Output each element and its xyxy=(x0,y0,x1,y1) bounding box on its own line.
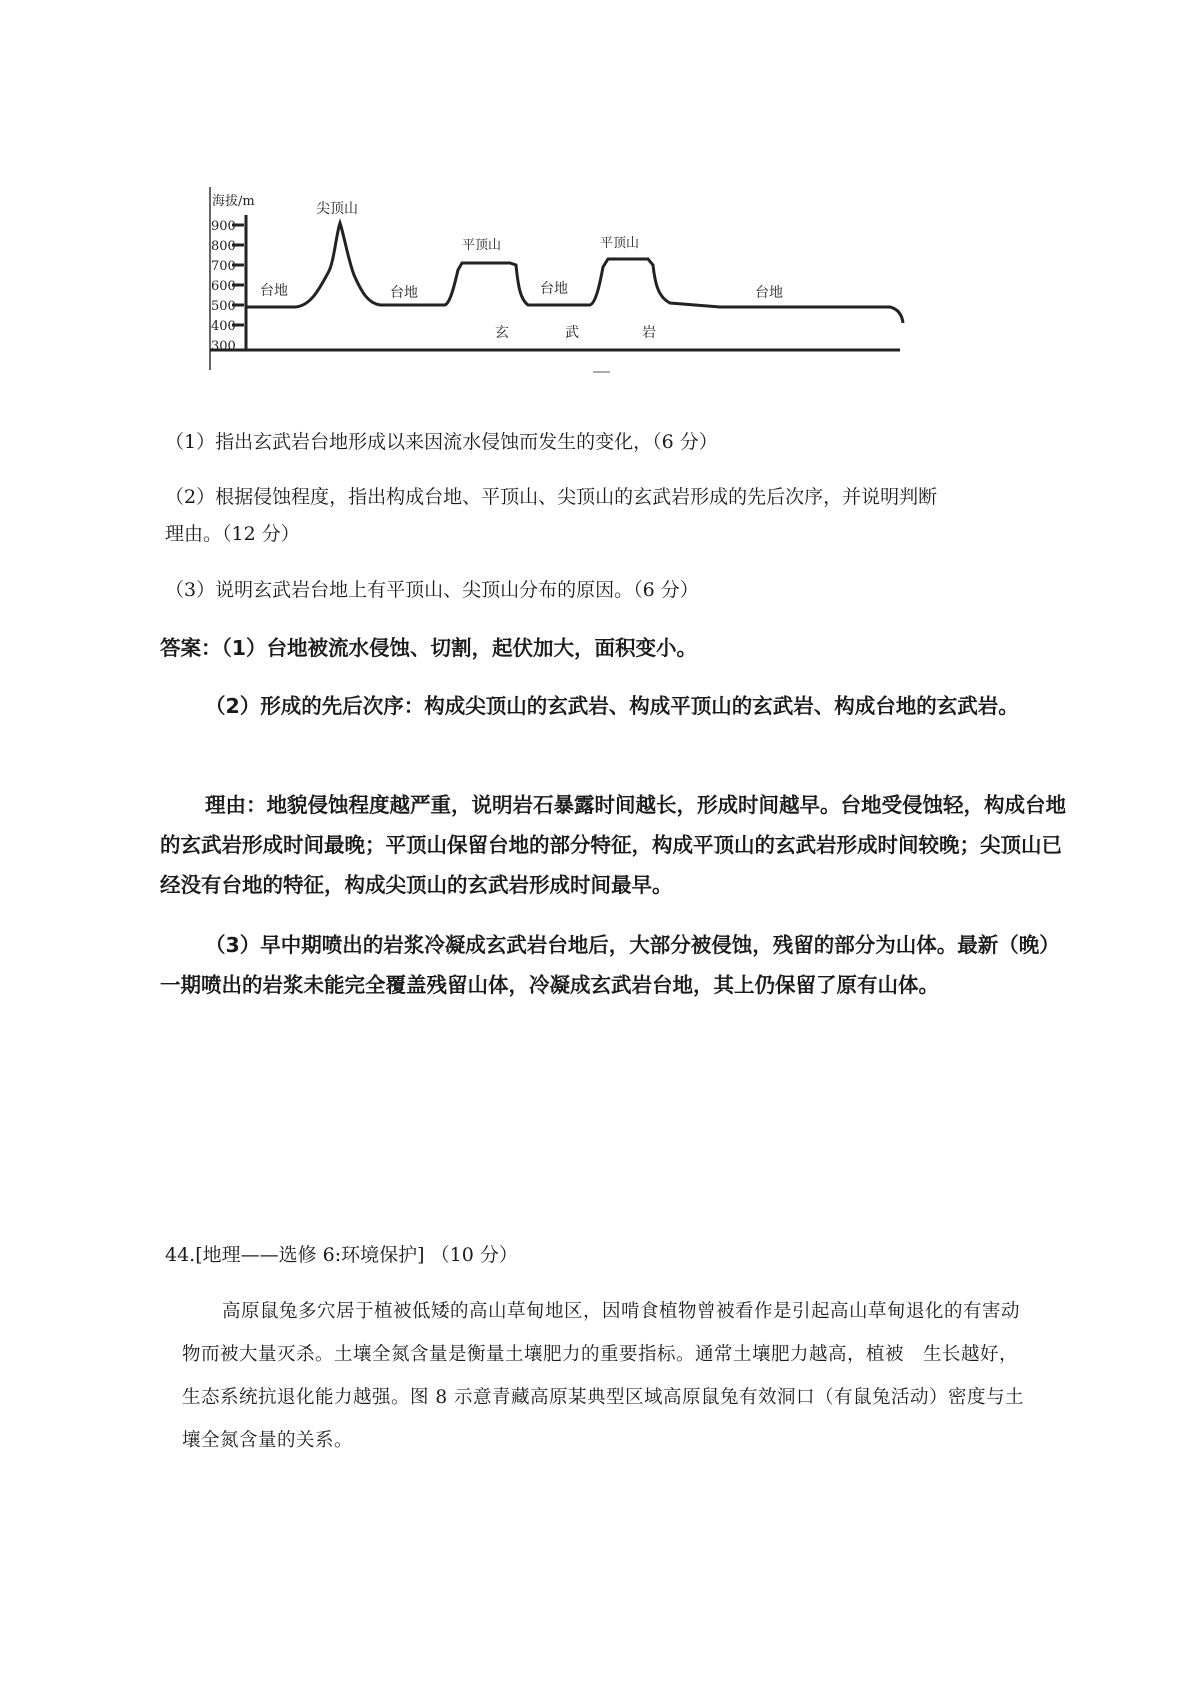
plateau-label-2: 台地 xyxy=(390,285,418,301)
section-44-title: 44.[地理——选修 6:环境保护] （10 分） xyxy=(165,1244,518,1266)
answer-2-reason: 理由：地貌侵蚀程度越严重，说明岩石暴露时间越长，形成时间越早。台地受侵蚀轻，构成台地的玄武岩形成时间最晚；平顶山保留台地的部分特征，构成平顶山的玄武岩形成时间较晚；尖顶山已经没有台地的特征，构成尖顶山的玄武岩形成时间最早。 xyxy=(160,793,1066,897)
y-axis-label: 海拔/m xyxy=(212,194,255,209)
y-tick-label: 700 xyxy=(211,259,236,274)
plateau-label-4: 台地 xyxy=(755,285,783,301)
y-tick-label: 600 xyxy=(211,279,236,294)
answer-1-text: （1）台地被流水侵蚀、切割，起伏加大，面积变小。 xyxy=(221,636,698,660)
peak-label: 尖顶山 xyxy=(316,201,358,217)
question-2-line-2: 理由。（12 分） xyxy=(165,523,300,545)
y-tick-label: 800 xyxy=(211,239,236,254)
answer-2: （2）形成的先后次序：构成尖顶山的玄武岩、构成平顶山的玄武岩、构成台地的玄武岩。 xyxy=(205,694,1019,718)
terrain-profile-diagram xyxy=(200,175,1000,420)
answer-3: （3）早中期喷出的岩浆冷凝成玄武岩台地后，大部分被侵蚀，残留的部分为山体。最新（晚）一期喷出的岩浆未能完全覆盖残留山体，冷凝成玄武岩台地，其上仍保留了原有山体。 xyxy=(160,933,1060,997)
rock-label-2: 武 xyxy=(565,325,579,341)
answer-label: 答案： xyxy=(160,636,222,660)
question-2-line-1: （2）根据侵蚀程度，指出构成台地、平顶山、尖顶山的玄武岩形成的先后次序，并说明判断 xyxy=(165,486,938,508)
answer-1 xyxy=(160,628,1070,668)
terrain-profile-line xyxy=(246,223,903,323)
y-tick-label: 500 xyxy=(211,299,236,314)
plateau-label-1: 台地 xyxy=(260,283,288,299)
y-tick-label: 400 xyxy=(211,319,236,334)
rock-label-1: 玄 xyxy=(495,325,509,341)
y-tick-label: 900 xyxy=(211,219,236,234)
question-1: （1）指出玄武岩台地形成以来因流水侵蚀而发生的变化，（6 分） xyxy=(165,431,718,453)
rock-label-3: 岩 xyxy=(642,325,656,341)
question-3: （3）说明玄武岩台地上有平顶山、尖顶山分布的原因。（6 分） xyxy=(165,579,699,601)
mesa-label-2: 平顶山 xyxy=(600,236,640,251)
y-tick-label: 300 xyxy=(211,339,236,354)
mesa-label-1: 平顶山 xyxy=(462,238,502,253)
section-44-intro: 高原鼠兔多穴居于植被低矮的高山草甸地区，因啃食植物曾被看作是引起高山草甸退化的有害动物而被大量灭杀。土壤全氮含量是衡量土壤肥力的重要指标。通常土壤肥力越高，植被 生长越好，生态系统抗退化能力越强。图 8 示意青藏高原某典型区域高原鼠兔有效洞口（有鼠兔活动）密度与土壤全氮含量的关系。 xyxy=(182,1301,1025,1451)
plateau-label-3: 台地 xyxy=(540,281,568,297)
